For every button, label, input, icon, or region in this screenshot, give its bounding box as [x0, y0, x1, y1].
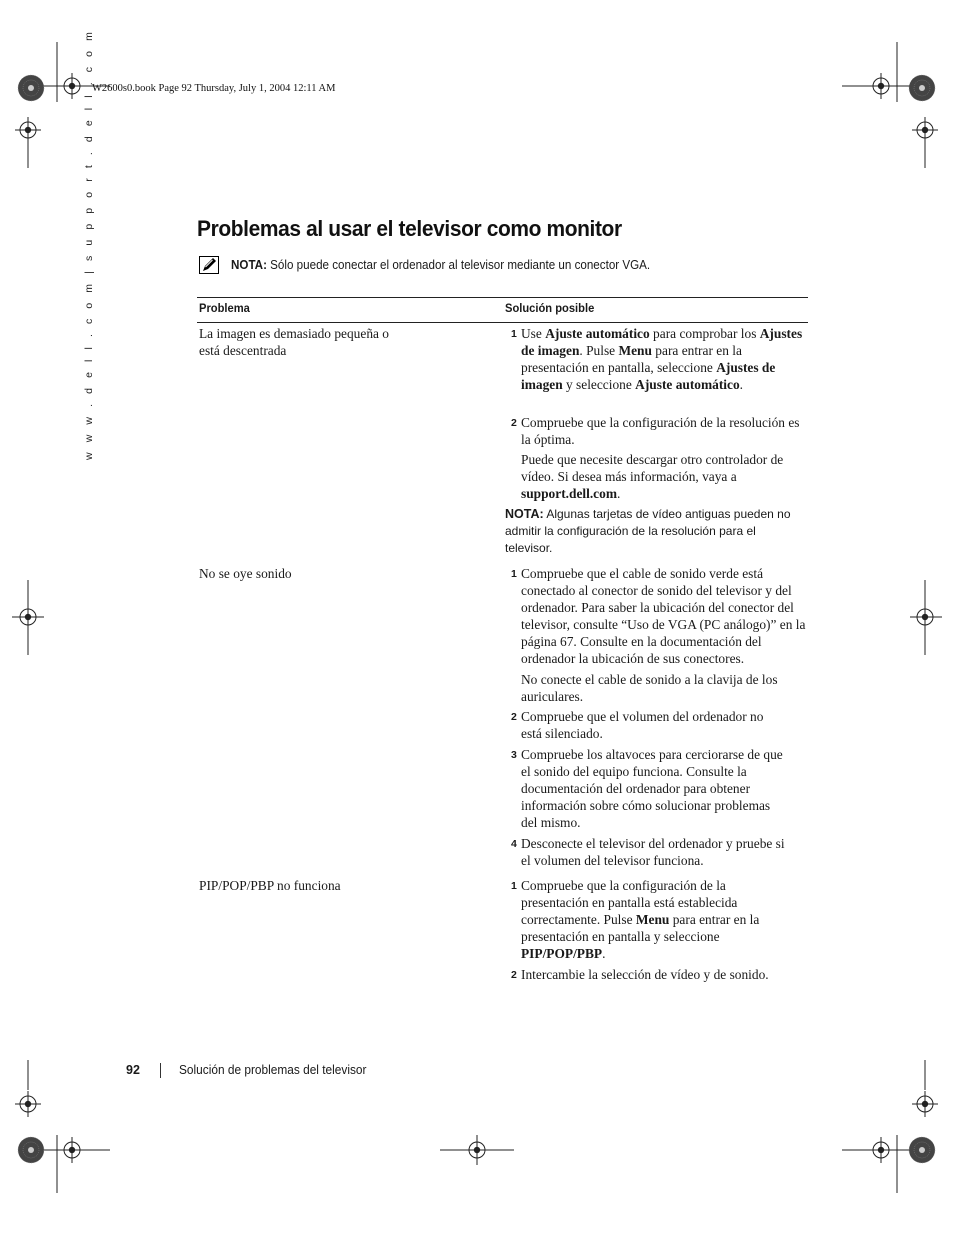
solution-step: [511, 835, 793, 869]
page-title: Problemas al usar el televisor como monitor: [197, 216, 622, 241]
solution-step: [521, 451, 796, 502]
solution-step: [511, 565, 811, 667]
note-pencil-icon: [199, 256, 219, 274]
step-number: 1: [511, 880, 517, 892]
solution-step: [511, 414, 811, 448]
step-number: 2: [511, 969, 517, 981]
solution-step: [511, 746, 789, 831]
col-header-solution: Solución posible: [505, 301, 595, 315]
step-number: 1: [511, 328, 517, 340]
row-note: [505, 506, 805, 557]
footer-divider: [160, 1063, 161, 1078]
row-note-label: NOTA:: [505, 507, 544, 521]
step-number: 1: [511, 568, 517, 580]
table-top-rule: [197, 297, 808, 298]
side-url: w w w . d e l l . c o m | s u p p o r t . d e l l . c o m: [83, 28, 95, 460]
step-number: 4: [511, 838, 517, 850]
step-text: Puede que necesite descargar otro controlador de vídeo. Si desea más información, vaya a: [521, 452, 784, 484]
step-text: .: [616, 486, 621, 501]
step-text: .: [602, 946, 606, 961]
support-link[interactable]: support.dell.com: [521, 486, 617, 501]
ui-term: Ajuste automático: [635, 377, 740, 392]
problem-cell: PIP/POP/PBP no funciona: [199, 878, 341, 893]
ui-term: Ajustes de imagen: [521, 326, 803, 358]
ui-term: Ajuste automático: [545, 326, 650, 341]
solution-step: [511, 966, 811, 983]
step-text: Intercambie la selección de vídeo y de sonido.: [521, 967, 769, 982]
step-number: 3: [511, 749, 517, 761]
problem-cell: No se oye sonido: [199, 566, 292, 581]
step-text: No conecte el cable de sonido a la clavija de los auriculares.: [521, 672, 778, 704]
solution-step: [511, 325, 811, 393]
ui-term: PIP/POP/PBP: [521, 946, 603, 961]
footer-section-title: Solución de problemas del televisor: [179, 1063, 367, 1077]
step-number: 2: [511, 711, 517, 723]
step-text: para comprobar los: [649, 326, 760, 341]
step-text: Compruebe que la configuración de la presentación en pantalla está establecida correctamente. Pulse: [521, 878, 738, 927]
ui-term: Ajustes de imagen: [521, 360, 776, 392]
step-text: Compruebe los altavoces para cerciorarse de que el sonido del equipo funciona. Consulte la documentación del ordenador para obtener información sobre cómo solucionar problemas del mismo.: [521, 747, 783, 830]
page-number: 92: [126, 1063, 140, 1077]
top-note: [231, 258, 650, 272]
col-header-problem: Problema: [199, 301, 250, 315]
step-text: . Pulse: [579, 343, 619, 358]
step-text: Compruebe que el cable de sonido verde está conectado al conector de sonido del televisor y del ordenador. Para saber la ubicación del conector del televisor, consulte “Uso de VGA (PC análogo)” en la página 67. Consulte en la documentación del ordenador la ubicación de sus conectores.: [521, 566, 806, 666]
step-text: y seleccione: [562, 377, 636, 392]
ui-term: Menu: [618, 343, 652, 358]
step-number: 2: [511, 417, 517, 429]
top-note-text: Sólo puede conectar el ordenador al televisor mediante un conector VGA.: [266, 258, 651, 272]
problem-cell: La imagen es demasiado pequeña o está descentrada: [199, 326, 389, 358]
solution-step: [511, 708, 786, 742]
step-text: para entrar en la presentación en pantalla y seleccione: [521, 912, 760, 944]
step-text: Compruebe que el volumen del ordenador no está silenciado.: [521, 709, 764, 741]
step-text: para entrar en la presentación en pantalla, seleccione: [521, 343, 742, 375]
solution-step: [511, 877, 771, 962]
step-text: Use: [521, 326, 546, 341]
top-note-label: NOTA:: [231, 258, 267, 272]
solution-step: [521, 671, 811, 705]
table-header-rule: [197, 322, 808, 323]
step-text: Compruebe que la configuración de la resolución es la óptima.: [521, 415, 800, 447]
print-header: W2600s0.book Page 92 Thursday, July 1, 2004 12:11 AM: [92, 83, 336, 94]
step-text: .: [739, 377, 744, 392]
ui-term: Menu: [635, 912, 670, 927]
row-note-text: Algunas tarjetas de vídeo antiguas pueden no admitir la configuración de la resolución para el televisor.: [505, 507, 791, 555]
step-text: Desconecte el televisor del ordenador y pruebe si el volumen del televisor funciona.: [521, 836, 785, 868]
